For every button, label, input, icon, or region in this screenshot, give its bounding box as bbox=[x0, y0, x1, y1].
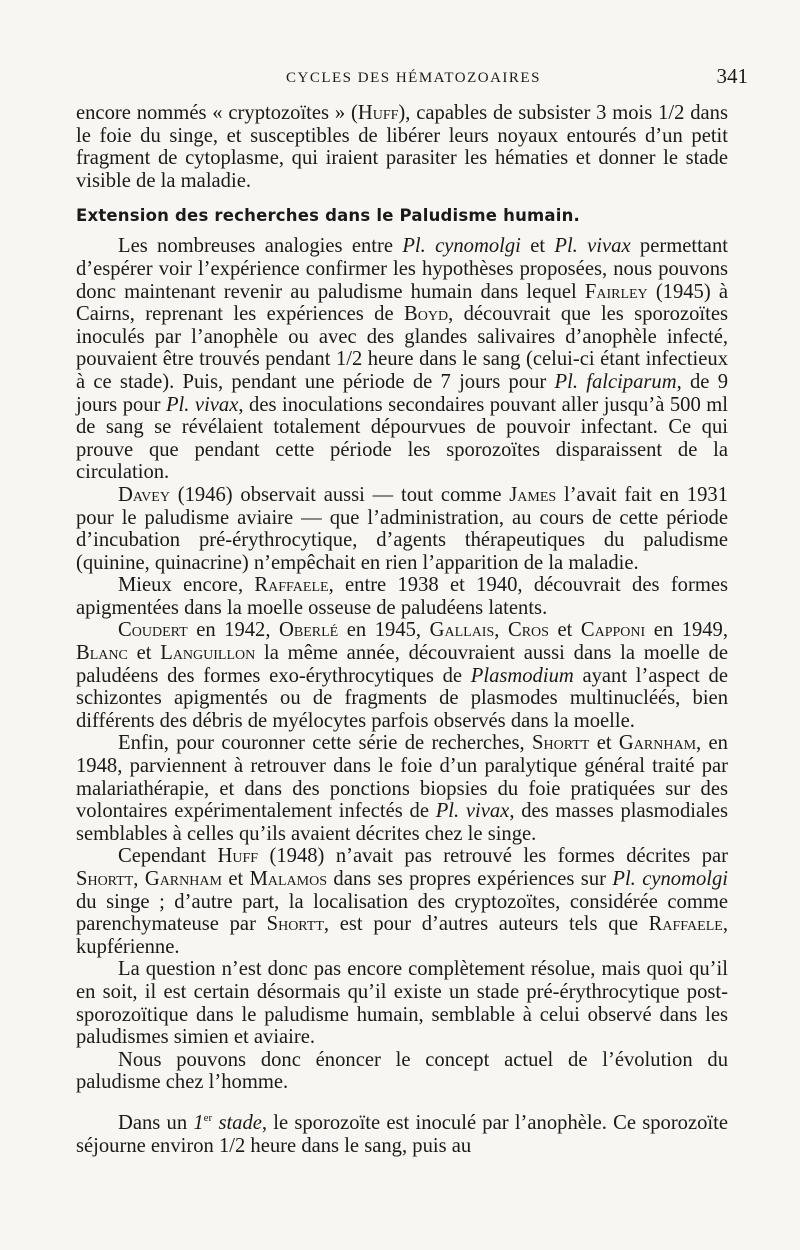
genus-name: Plasmodium bbox=[470, 664, 574, 687]
author-name: Boyd bbox=[403, 303, 449, 326]
author-name: Huff bbox=[217, 845, 259, 868]
author-name: Oberlé bbox=[279, 619, 339, 642]
stage-word: stade bbox=[218, 1111, 262, 1134]
author-name: Blanc bbox=[76, 642, 128, 665]
stage-number: 1 bbox=[193, 1111, 204, 1134]
paragraph: Les nombreuses analogies entre Pl. cynomolgi et Pl. vivax permettant d’espérer voir l’expérience confirmer les hypothèses proposées, nous pouvons donc maintenant revenir au paludisme humain dans lequel Fairley (1945) à Cairns, reprenant les expériences de Boyd, découvrait que les sporozoïtes inoculés par l’anophèle ou avec des glandes salivaires d’anophèle infecté, pouvaient être trouvés pendant 1/2 heure dans le sang (celui-ci étant infectieux à ce stade). Puis, pendant une période de 7 jours pour Pl. falciparum, de 9 jours pour Pl. vivax, des inoculations secondaires pouvant aller jusqu’à 500 ml de sang se révélaient totalement dépourvues de pouvoir infectant. Ce qui prouve que pendant cette période les sporozoïtes disparaissent de la circulation. bbox=[76, 235, 728, 484]
paragraph: Davey (1946) observait aussi — tout comme James l’avait fait en 1931 pour le paludisme aviaire — que l’administration, au cours de cette période d’incubation pré-érythrocytique, d’agents thérapeutiques du paludisme (quinine, quinacrine) n’empêchait en rien l’apparition de la maladie. bbox=[76, 483, 728, 574]
species-name: Pl. falciparum bbox=[554, 370, 677, 393]
paragraph: Coudert en 1942, Oberlé en 1945, Gallais, Cros et Capponi en 1949, Blanc et Languillon la même année, découvraient aussi dans la moelle de paludéens des formes exo-érythrocytiques de Plasmodium ayant l’aspect de schizontes apigmentés ou de fragments de plasmodes multinucléés, bien différents des débris de myélocytes parfois observés dans la moelle. bbox=[76, 619, 729, 732]
author-name: Malamos bbox=[249, 868, 328, 890]
author-name: Raffaele bbox=[254, 574, 329, 597]
author-name: Shortt bbox=[76, 868, 134, 890]
paragraph: Enfin, pour couronner cette série de recherches, Shortt et Garnham, en 1948, parviennent à retrouver dans le foie d’un paralytique général traité par malariathérapie, et dans des ponctions biopsies du foie pratiquées sur des volontaires expérimentalement infectés de Pl. vivax, des masses plasmodiales semblables à celles qu’ils avaient décrites chez le singe. bbox=[76, 732, 728, 845]
paragraph: Dans un 1er stade, le sporozoïte est inoculé par l’anophèle. Ce sporozoïte séjourne environ 1/2 heure dans le sang, puis au bbox=[76, 1111, 728, 1157]
author-name: Huff bbox=[357, 102, 399, 124]
species-name: Pl. vivax bbox=[554, 235, 631, 258]
section-heading: Extension des recherches dans le Paludisme humain. bbox=[76, 206, 581, 226]
author-name: Raffaele bbox=[648, 913, 723, 936]
body-text bbox=[76, 102, 728, 1157]
author-name: Capponi bbox=[580, 619, 646, 642]
author-name: Fairley bbox=[584, 280, 648, 303]
species-name: Pl. cynomolgi bbox=[402, 235, 521, 258]
author-name: James bbox=[509, 483, 557, 506]
author-name: Coudert bbox=[118, 619, 188, 642]
author-name: Garnham bbox=[618, 732, 697, 755]
paragraph: Cependant Huff (1948) n’avait pas retrouvé les formes décrites par Shortt, Garnham et Malamos dans ses propres expériences sur Pl. cynomolgi du singe ; d’autre part, la localisation des cryptozoïtes, considérée comme parenchymateuse par Shortt, est pour d’autres auteurs tels que Raffaele, kupférienne. bbox=[76, 845, 729, 958]
author-name: Cros bbox=[507, 619, 549, 642]
author-name: Shortt bbox=[266, 913, 324, 936]
paragraph-continuation: encore nommés « cryptozoïtes » (Huff), capables de subsister 3 mois 1/2 dans le foie du singe, et susceptibles de libérer leurs noyaux entourés d’un petit fragment de cytoplasme, qui iraient parasiter les hématies et donner le stade visible de la maladie. bbox=[76, 102, 728, 192]
species-name: Pl. vivax bbox=[165, 393, 239, 416]
author-name: Garnham bbox=[144, 868, 222, 890]
species-name: Pl. cynomolgi bbox=[612, 868, 728, 890]
paragraph: La question n’est donc pas encore complètement résolue, mais quoi qu’il en soit, il est certain désormais qu’il existe un stade pré-érythrocytique post-sporozoïtique dans le paludisme humain, semblable à celui observé dans les paludismes simien et aviaire. bbox=[76, 958, 728, 1049]
author-name: Shortt bbox=[532, 732, 590, 755]
author-name: Gallais bbox=[429, 619, 495, 642]
ordinal-suffix: er bbox=[203, 1112, 213, 1125]
species-name: Pl. vivax bbox=[435, 800, 510, 823]
running-title: CYCLES DES HÉMATOZOAIRES bbox=[286, 70, 541, 86]
page-number: 341 bbox=[716, 64, 748, 88]
paragraph: Mieux encore, Raffaele, entre 1938 et 1940, découvrait des formes apigmentées dans la moelle osseuse de paludéens latents. bbox=[76, 574, 728, 619]
paragraph: Nous pouvons donc énoncer le concept actuel de l’évolution du paludisme chez l’homme. bbox=[76, 1048, 728, 1094]
author-name: Davey bbox=[118, 483, 170, 506]
author-name: Languillon bbox=[160, 642, 256, 665]
